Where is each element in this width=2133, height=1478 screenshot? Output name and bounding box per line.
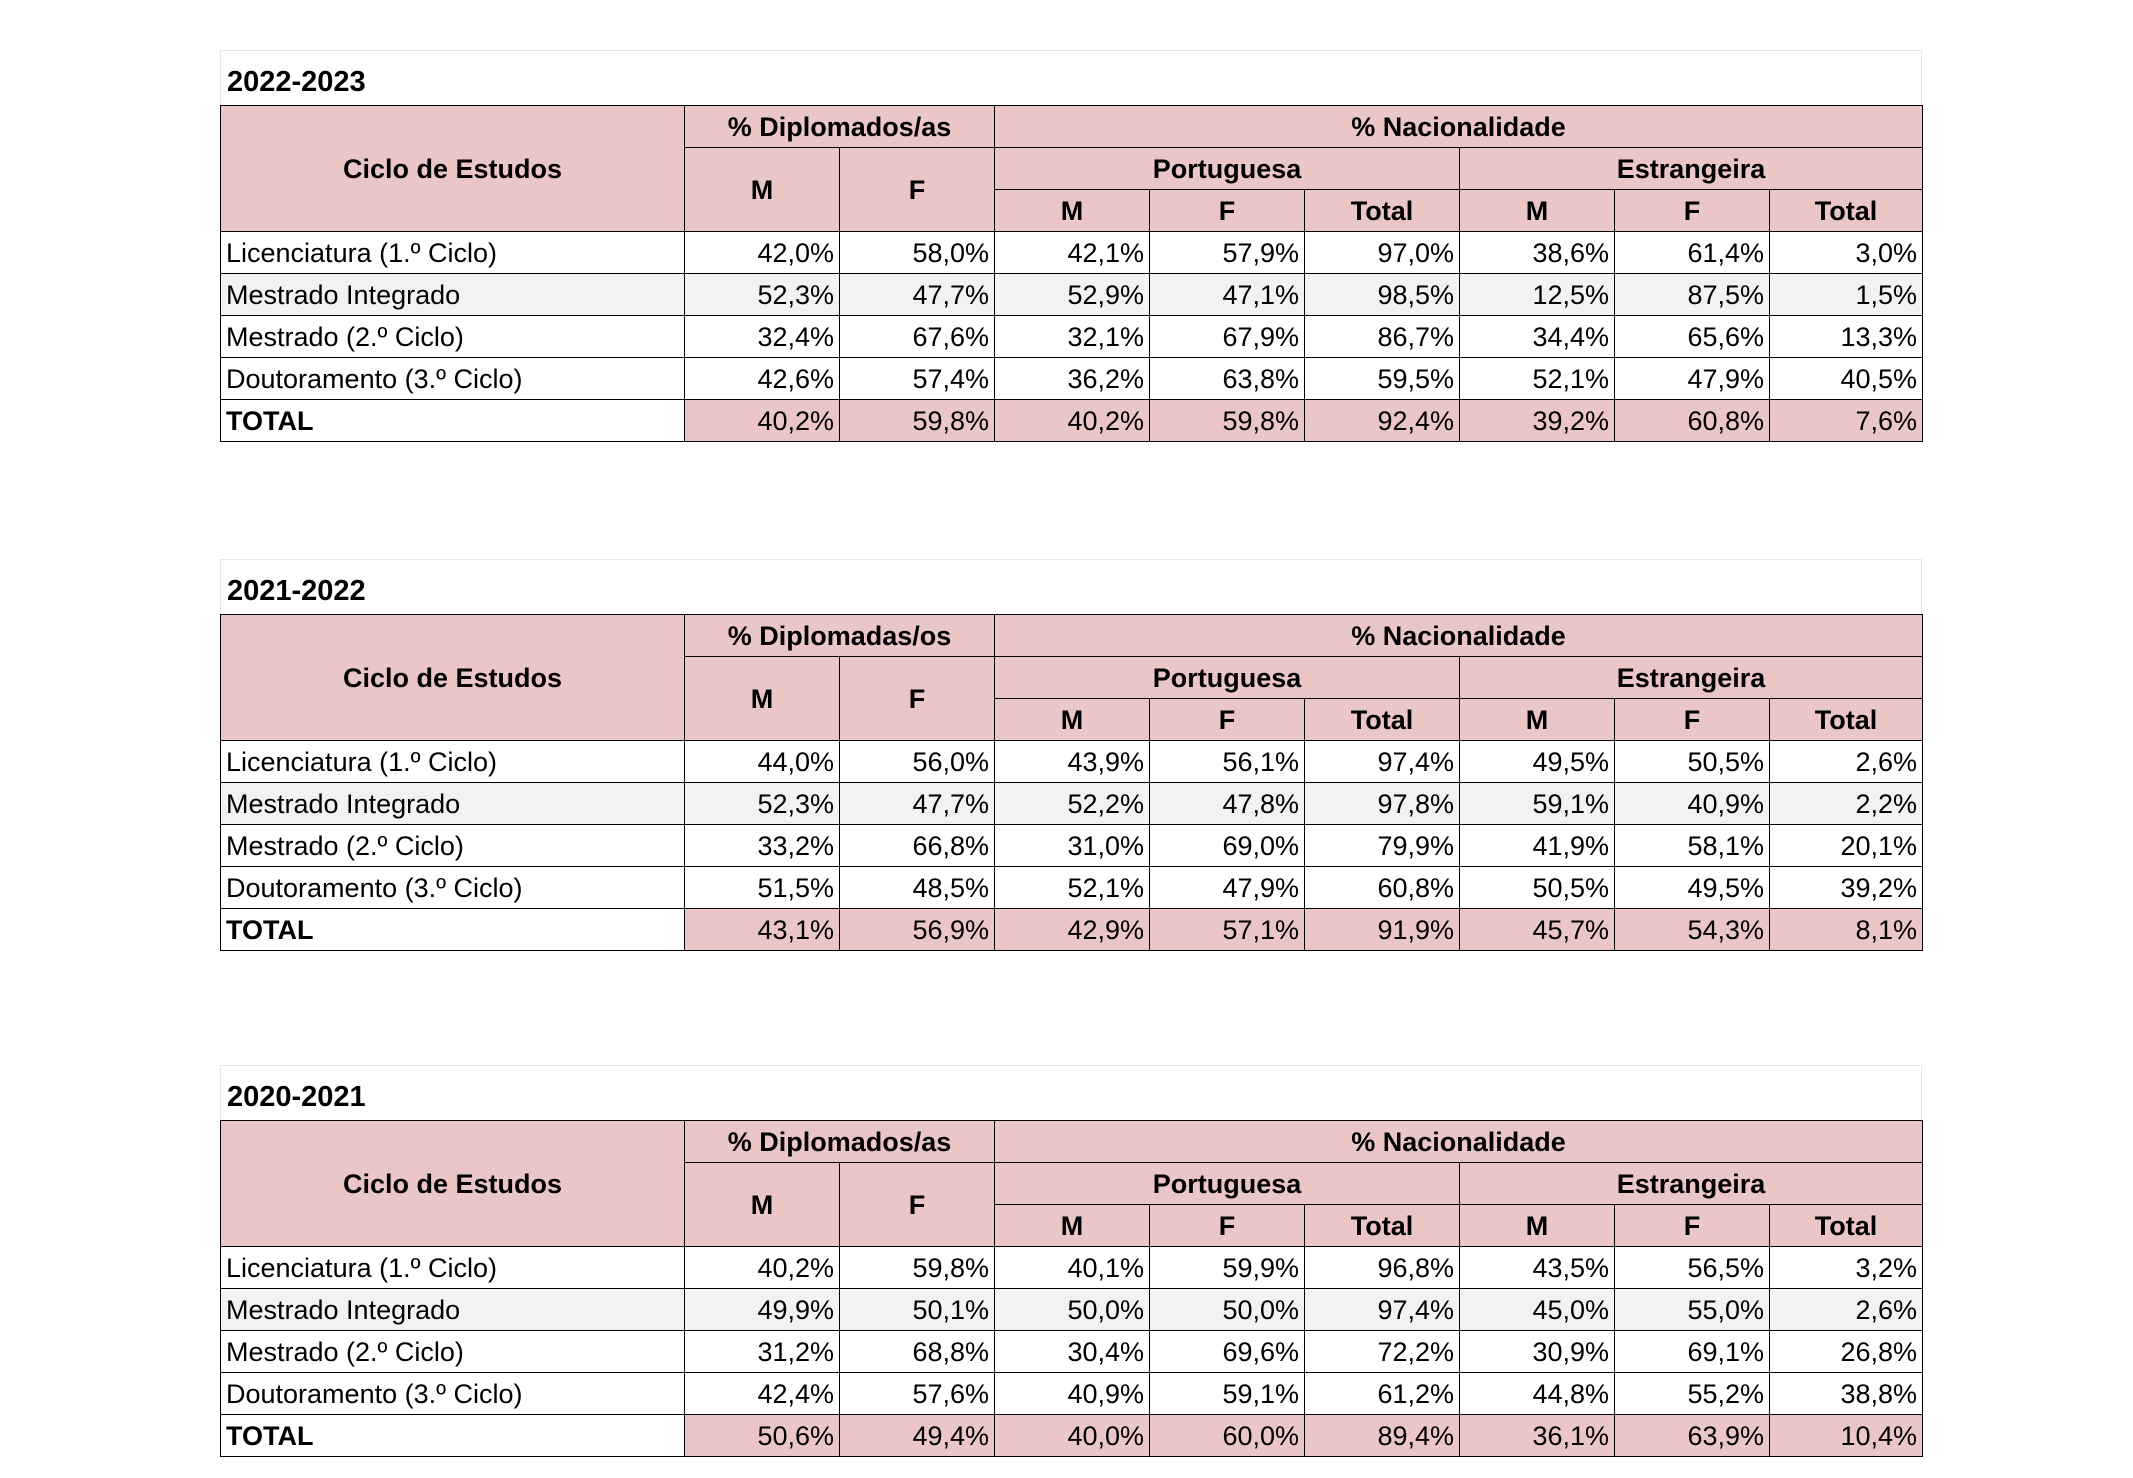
header-estrangeira: Estrangeira [1460,1163,1923,1205]
value-cell: 67,6% [840,316,995,358]
value-cell: 2,6% [1770,741,1923,783]
value-cell: 60,8% [1305,867,1460,909]
frame-line [220,50,221,105]
value-cell: 57,9% [1150,232,1305,274]
value-cell: 43,9% [995,741,1150,783]
row-label: Mestrado Integrado [221,783,685,825]
header-diplomados-f: F [840,657,995,741]
header-estrangeira-f: F [1615,1205,1770,1247]
header-portuguesa-total: Total [1305,190,1460,232]
value-cell: 13,3% [1770,316,1923,358]
value-cell: 47,8% [1150,783,1305,825]
value-cell: 47,9% [1615,358,1770,400]
header-estrangeira-m: M [1460,190,1615,232]
value-cell: 30,9% [1460,1331,1615,1373]
value-cell: 92,4% [1305,400,1460,442]
header-portuguesa-total: Total [1305,699,1460,741]
table-row [221,1289,1923,1331]
table-row [221,867,1923,909]
header-portuguesa-f: F [1150,699,1305,741]
value-cell: 40,2% [685,1247,840,1289]
value-cell: 2,6% [1770,1289,1923,1331]
value-cell: 10,4% [1770,1415,1923,1457]
table-row [221,274,1923,316]
value-cell: 42,6% [685,358,840,400]
value-cell: 32,4% [685,316,840,358]
row-label: Licenciatura (1.º Ciclo) [221,741,685,783]
value-cell: 40,2% [995,400,1150,442]
value-cell: 41,9% [1460,825,1615,867]
value-cell: 43,5% [1460,1247,1615,1289]
value-cell: 97,8% [1305,783,1460,825]
value-cell: 50,0% [995,1289,1150,1331]
row-label: TOTAL [221,400,685,442]
value-cell: 44,8% [1460,1373,1615,1415]
frame-line [1921,50,1922,105]
value-cell: 96,8% [1305,1247,1460,1289]
value-cell: 47,9% [1150,867,1305,909]
year-title: 2020-2021 [227,1081,366,1113]
row-label: Mestrado (2.º Ciclo) [221,316,685,358]
value-cell: 54,3% [1615,909,1770,951]
value-cell: 59,1% [1150,1373,1305,1415]
value-cell: 20,1% [1770,825,1923,867]
value-cell: 43,1% [685,909,840,951]
row-label: Licenciatura (1.º Ciclo) [221,1247,685,1289]
row-label: Mestrado (2.º Ciclo) [221,825,685,867]
value-cell: 69,6% [1150,1331,1305,1373]
value-cell: 33,2% [685,825,840,867]
year-title: 2021-2022 [227,575,366,607]
value-cell: 7,6% [1770,400,1923,442]
value-cell: 91,9% [1305,909,1460,951]
header-diplomados-f: F [840,148,995,232]
row-label: Mestrado (2.º Ciclo) [221,1331,685,1373]
frame-line [220,559,221,614]
header-ciclo-de-estudos: Ciclo de Estudos [221,615,685,741]
value-cell: 58,0% [840,232,995,274]
value-cell: 60,8% [1615,400,1770,442]
value-cell: 39,2% [1770,867,1923,909]
header-portuguesa-m: M [995,190,1150,232]
value-cell: 47,7% [840,783,995,825]
row-label: TOTAL [221,909,685,951]
frame-line [220,1065,1922,1066]
value-cell: 39,2% [1460,400,1615,442]
row-label: Licenciatura (1.º Ciclo) [221,232,685,274]
header-estrangeira-total: Total [1770,190,1923,232]
header-estrangeira-total: Total [1770,1205,1923,1247]
total-row [221,400,1923,442]
value-cell: 60,0% [1150,1415,1305,1457]
table-row [221,316,1923,358]
value-cell: 69,1% [1615,1331,1770,1373]
value-cell: 26,8% [1770,1331,1923,1373]
graduates-table [220,105,1923,442]
row-label: Mestrado Integrado [221,274,685,316]
value-cell: 34,4% [1460,316,1615,358]
value-cell: 87,5% [1615,274,1770,316]
header-diplomados: % Diplomados/as [685,1121,995,1163]
value-cell: 40,9% [995,1373,1150,1415]
value-cell: 63,9% [1615,1415,1770,1457]
value-cell: 61,2% [1305,1373,1460,1415]
value-cell: 55,2% [1615,1373,1770,1415]
value-cell: 42,0% [685,232,840,274]
header-portuguesa: Portuguesa [995,148,1460,190]
value-cell: 42,4% [685,1373,840,1415]
graduates-table [220,614,1923,951]
value-cell: 58,1% [1615,825,1770,867]
value-cell: 31,2% [685,1331,840,1373]
frame-line [220,559,1922,560]
value-cell: 52,3% [685,274,840,316]
header-diplomados-m: M [685,657,840,741]
value-cell: 1,5% [1770,274,1923,316]
value-cell: 79,9% [1305,825,1460,867]
total-row [221,909,1923,951]
value-cell: 49,9% [685,1289,840,1331]
value-cell: 97,4% [1305,1289,1460,1331]
value-cell: 59,8% [1150,400,1305,442]
header-ciclo-de-estudos: Ciclo de Estudos [221,106,685,232]
value-cell: 50,5% [1460,867,1615,909]
header-portuguesa-m: M [995,699,1150,741]
row-label: TOTAL [221,1415,685,1457]
value-cell: 47,7% [840,274,995,316]
value-cell: 49,5% [1460,741,1615,783]
frame-line [220,1065,221,1120]
table-row [221,825,1923,867]
value-cell: 69,0% [1150,825,1305,867]
total-row [221,1415,1923,1457]
year-title: 2022-2023 [227,66,366,98]
header-portuguesa-f: F [1150,190,1305,232]
value-cell: 52,9% [995,274,1150,316]
value-cell: 45,0% [1460,1289,1615,1331]
value-cell: 50,1% [840,1289,995,1331]
header-estrangeira-m: M [1460,699,1615,741]
header-estrangeira-f: F [1615,699,1770,741]
value-cell: 40,9% [1615,783,1770,825]
value-cell: 52,1% [995,867,1150,909]
value-cell: 38,8% [1770,1373,1923,1415]
row-label: Doutoramento (3.º Ciclo) [221,867,685,909]
table-row [221,783,1923,825]
row-label: Doutoramento (3.º Ciclo) [221,358,685,400]
header-diplomados: % Diplomados/as [685,106,995,148]
header-estrangeira-f: F [1615,190,1770,232]
table-row [221,358,1923,400]
header-portuguesa: Portuguesa [995,1163,1460,1205]
graduates-table [220,1120,1923,1457]
value-cell: 66,8% [840,825,995,867]
header-estrangeira-m: M [1460,1205,1615,1247]
header-portuguesa-f: F [1150,1205,1305,1247]
value-cell: 32,1% [995,316,1150,358]
value-cell: 40,5% [1770,358,1923,400]
value-cell: 30,4% [995,1331,1150,1373]
value-cell: 63,8% [1150,358,1305,400]
value-cell: 2,2% [1770,783,1923,825]
value-cell: 97,0% [1305,232,1460,274]
value-cell: 12,5% [1460,274,1615,316]
value-cell: 68,8% [840,1331,995,1373]
value-cell: 52,1% [1460,358,1615,400]
value-cell: 49,4% [840,1415,995,1457]
value-cell: 42,1% [995,232,1150,274]
header-portuguesa-m: M [995,1205,1150,1247]
value-cell: 47,1% [1150,274,1305,316]
header-portuguesa: Portuguesa [995,657,1460,699]
table-row [221,1331,1923,1373]
row-label: Mestrado Integrado [221,1289,685,1331]
value-cell: 40,1% [995,1247,1150,1289]
value-cell: 56,0% [840,741,995,783]
header-diplomados-f: F [840,1163,995,1247]
header-estrangeira: Estrangeira [1460,657,1923,699]
value-cell: 59,8% [840,1247,995,1289]
value-cell: 89,4% [1305,1415,1460,1457]
row-label: Doutoramento (3.º Ciclo) [221,1373,685,1415]
header-nacionalidade: % Nacionalidade [995,106,1923,148]
frame-line [1921,1065,1922,1120]
value-cell: 55,0% [1615,1289,1770,1331]
table-row [221,232,1923,274]
value-cell: 45,7% [1460,909,1615,951]
header-ciclo-de-estudos: Ciclo de Estudos [221,1121,685,1247]
value-cell: 44,0% [685,741,840,783]
value-cell: 57,4% [840,358,995,400]
table-row [221,1247,1923,1289]
value-cell: 67,9% [1150,316,1305,358]
header-row [221,106,1923,148]
value-cell: 38,6% [1460,232,1615,274]
value-cell: 31,0% [995,825,1150,867]
frame-line [1921,559,1922,614]
value-cell: 65,6% [1615,316,1770,358]
header-portuguesa-total: Total [1305,1205,1460,1247]
value-cell: 50,0% [1150,1289,1305,1331]
value-cell: 42,9% [995,909,1150,951]
header-row [221,615,1923,657]
header-nacionalidade: % Nacionalidade [995,615,1923,657]
table-row [221,741,1923,783]
value-cell: 86,7% [1305,316,1460,358]
header-row [221,1121,1923,1163]
value-cell: 8,1% [1770,909,1923,951]
value-cell: 57,1% [1150,909,1305,951]
value-cell: 40,2% [685,400,840,442]
header-diplomados-m: M [685,1163,840,1247]
value-cell: 51,5% [685,867,840,909]
value-cell: 48,5% [840,867,995,909]
value-cell: 59,5% [1305,358,1460,400]
value-cell: 36,2% [995,358,1150,400]
value-cell: 40,0% [995,1415,1150,1457]
value-cell: 59,8% [840,400,995,442]
value-cell: 56,5% [1615,1247,1770,1289]
value-cell: 59,1% [1460,783,1615,825]
header-diplomados: % Diplomadas/os [685,615,995,657]
value-cell: 72,2% [1305,1331,1460,1373]
table-row [221,1373,1923,1415]
header-nacionalidade: % Nacionalidade [995,1121,1923,1163]
value-cell: 36,1% [1460,1415,1615,1457]
value-cell: 97,4% [1305,741,1460,783]
value-cell: 59,9% [1150,1247,1305,1289]
value-cell: 56,9% [840,909,995,951]
value-cell: 61,4% [1615,232,1770,274]
value-cell: 56,1% [1150,741,1305,783]
value-cell: 3,0% [1770,232,1923,274]
value-cell: 49,5% [1615,867,1770,909]
value-cell: 50,6% [685,1415,840,1457]
header-diplomados-m: M [685,148,840,232]
value-cell: 52,3% [685,783,840,825]
value-cell: 3,2% [1770,1247,1923,1289]
value-cell: 50,5% [1615,741,1770,783]
value-cell: 52,2% [995,783,1150,825]
header-estrangeira-total: Total [1770,699,1923,741]
header-estrangeira: Estrangeira [1460,148,1923,190]
value-cell: 98,5% [1305,274,1460,316]
frame-line [220,50,1922,51]
value-cell: 57,6% [840,1373,995,1415]
